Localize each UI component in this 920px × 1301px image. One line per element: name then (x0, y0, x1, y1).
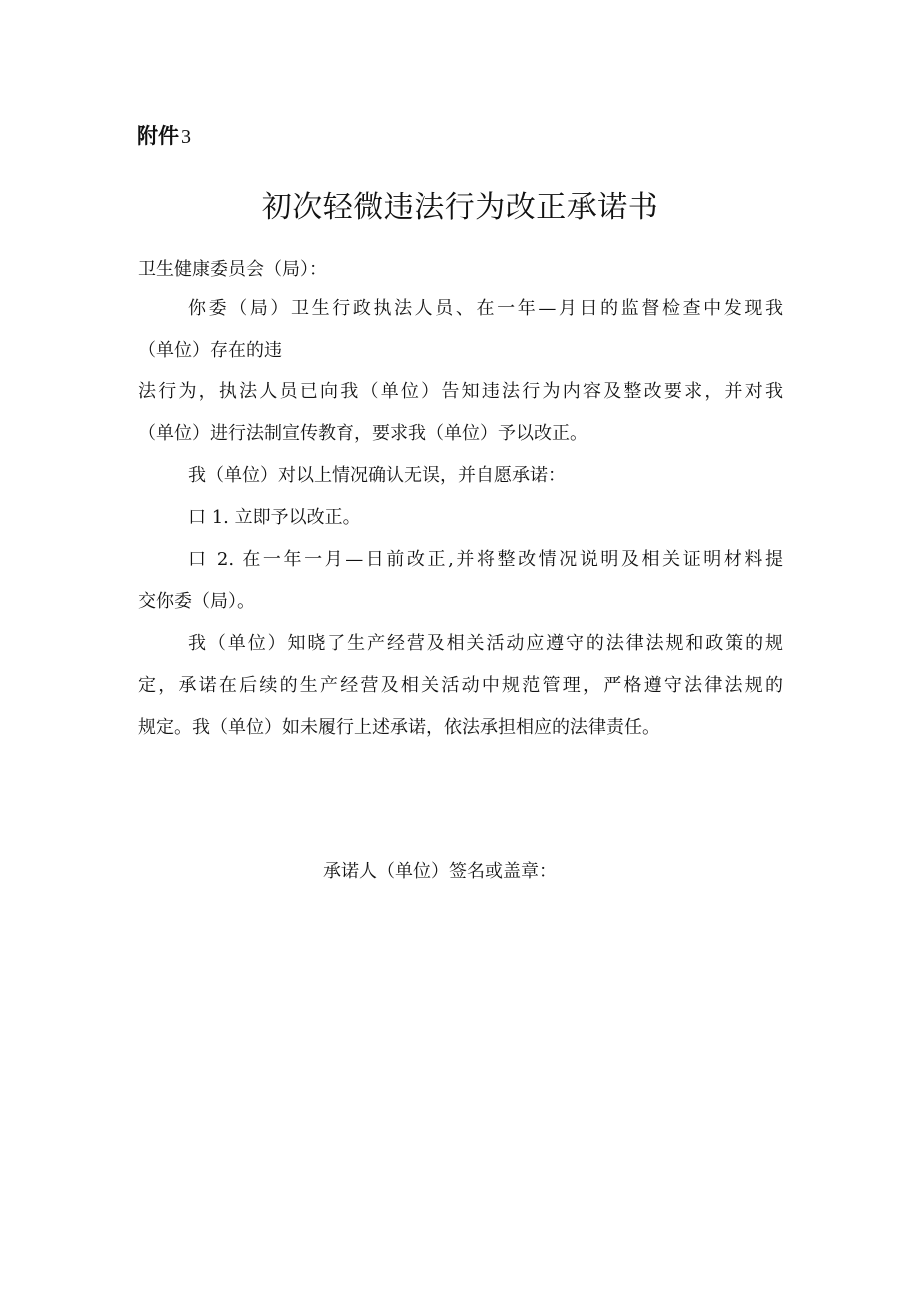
option-2-checkbox-line-1: 口 2. 在一年一月—日前改正,并将整改情况说明及相关证明材料提 (188, 549, 783, 570)
paragraph-3-line-3: 规定。我（单位）如未履行上述承诺，依法承担相应的法律责任。 (138, 717, 660, 738)
signature-label: 承诺人（单位）签名或盖章： (323, 861, 557, 882)
option-2-checkbox-line-2: 交你委（局）。 (138, 591, 255, 612)
paragraph-1-line-3: 法行为，执法人员已向我（单位）告知违法行为内容及整改要求，并对我 (138, 381, 783, 402)
document-title: 初次轻微违法行为改正承诺书 (261, 190, 659, 225)
paragraph-1-line-2: （单位）存在的违 (138, 340, 282, 361)
attachment-number: 3 (181, 126, 191, 148)
attachment-label (137, 120, 191, 153)
paragraph-1-line-4: （单位）进行法制宣传教育，要求我（单位）予以改正。 (138, 423, 588, 444)
addressee: 卫生健康委员会（局）： (138, 259, 327, 280)
paragraph-3-line-2: 定，承诺在后续的生产经营及相关活动中规范管理，严格遵守法律法规的 (138, 675, 783, 696)
paragraph-3-line-1: 我（单位）知晓了生产经营及相关活动应遵守的法律法规和政策的规 (188, 633, 783, 654)
option-1-checkbox-line: 口 1. 立即予以改正。 (188, 507, 361, 528)
attachment-label-text: 附件 (137, 124, 179, 148)
paragraph-2-line-1: 我（单位）对以上情况确认无误，并自愿承诺： (188, 465, 566, 486)
paragraph-1-line-1: 你委（局）卫生行政执法人员、在一年—月日的监督检查中发现我 (188, 298, 783, 319)
